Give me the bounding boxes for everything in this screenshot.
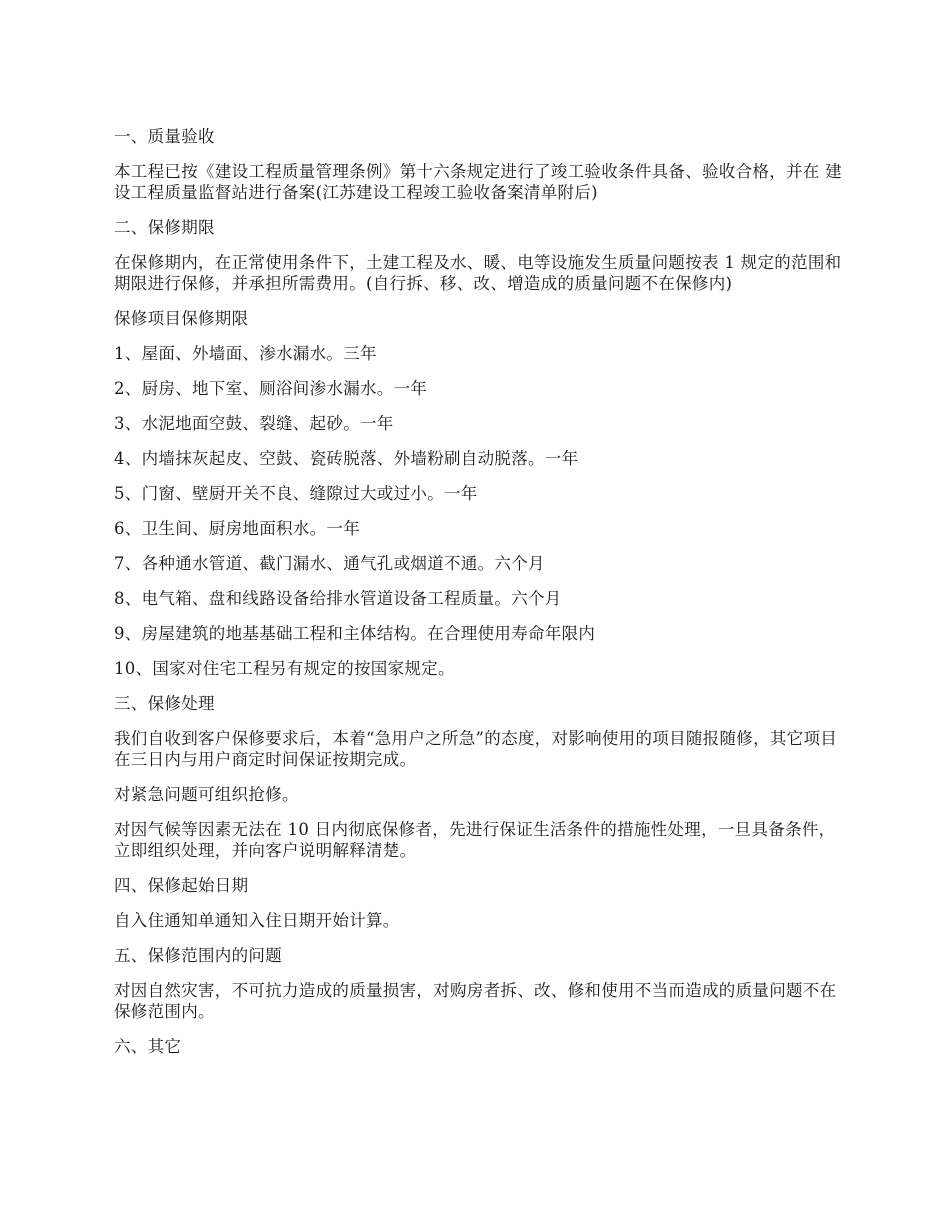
warranty-period-text: 在保修期内，在正常使用条件下，土建工程及水、暖、电等设施发生质量问题按表 1 规定的范围和期限进行保修，并承担所需费用。(自行拆、移、改、增造成的质量问题不在保修内) xyxy=(114,253,842,293)
warranty-item-9: 9、房屋建筑的地基基础工程和主体结构。在合理使用寿命年限内 xyxy=(114,624,596,643)
warranty-item-4: 4、内墙抹灰起皮、空鼓、瓷砖脱落、外墙粉刷自动脱落。一年 xyxy=(114,449,579,468)
heading-other: 六、其它 xyxy=(114,1037,182,1056)
heading-warranty-handling: 三、保修处理 xyxy=(114,694,215,713)
warranty-item-1: 1、屋面、外墙面、渗水漏水。三年 xyxy=(114,344,377,363)
warranty-item-8: 8、电气箱、盘和线路设备给排水管道设备工程质量。六个月 xyxy=(114,589,562,608)
warranty-item-6: 6、卫生间、厨房地面积水。一年 xyxy=(114,519,360,538)
warranty-item-2: 2、厨房、地下室、厕浴间渗水漏水。一年 xyxy=(114,379,428,398)
warranty-handling-text: 我们自收到客户保修要求后，本着“急用户之所急”的态度，对影响使用的项目随报随修，其它项目在三日内与用户商定时间保证按期完成。 xyxy=(114,729,838,769)
warranty-scope-text: 对因自然灾害，不可抗力造成的质量损害，对购房者拆、改、修和使用不当而造成的质量问题不在保修范围内。 xyxy=(114,981,837,1021)
heading-warranty-start-date: 四、保修起始日期 xyxy=(114,876,249,895)
heading-warranty-period: 二、保修期限 xyxy=(114,218,215,237)
warranty-item-5: 5、门窗、壁厨开关不良、缝隙过大或过小。一年 xyxy=(114,484,478,503)
weather-delay-text: 对因气候等因素无法在 10 日内彻底保修者，先进行保证生活条件的措施性处理，一旦具备条件，立即组织处理，并向客户说明解释清楚。 xyxy=(114,820,836,860)
document-body xyxy=(114,126,842,1071)
heading-quality-acceptance: 一、质量验收 xyxy=(114,127,215,146)
warranty-start-date-text: 自入住通知单通知入住日期开始计算。 xyxy=(114,911,400,930)
heading-warranty-scope: 五、保修范围内的问题 xyxy=(114,946,282,965)
warranty-item-7: 7、各种通水管道、截门漏水、通气孔或烟道不通。六个月 xyxy=(114,554,545,573)
warranty-items-title: 保修项目保修期限 xyxy=(114,309,249,328)
warranty-item-10: 10、国家对住宅工程另有规定的按国家规定。 xyxy=(114,659,455,678)
emergency-repair-text: 对紧急问题可组织抢修。 xyxy=(114,785,299,804)
warranty-item-3: 3、水泥地面空鼓、裂缝、起砂。一年 xyxy=(114,414,394,433)
quality-acceptance-text: 本工程已按《建设工程质量管理条例》第十六条规定进行了竣工验收条件具备、验收合格，并在 建设工程质量监督站进行备案(江苏建设工程竣工验收备案清单附后) xyxy=(114,162,842,202)
